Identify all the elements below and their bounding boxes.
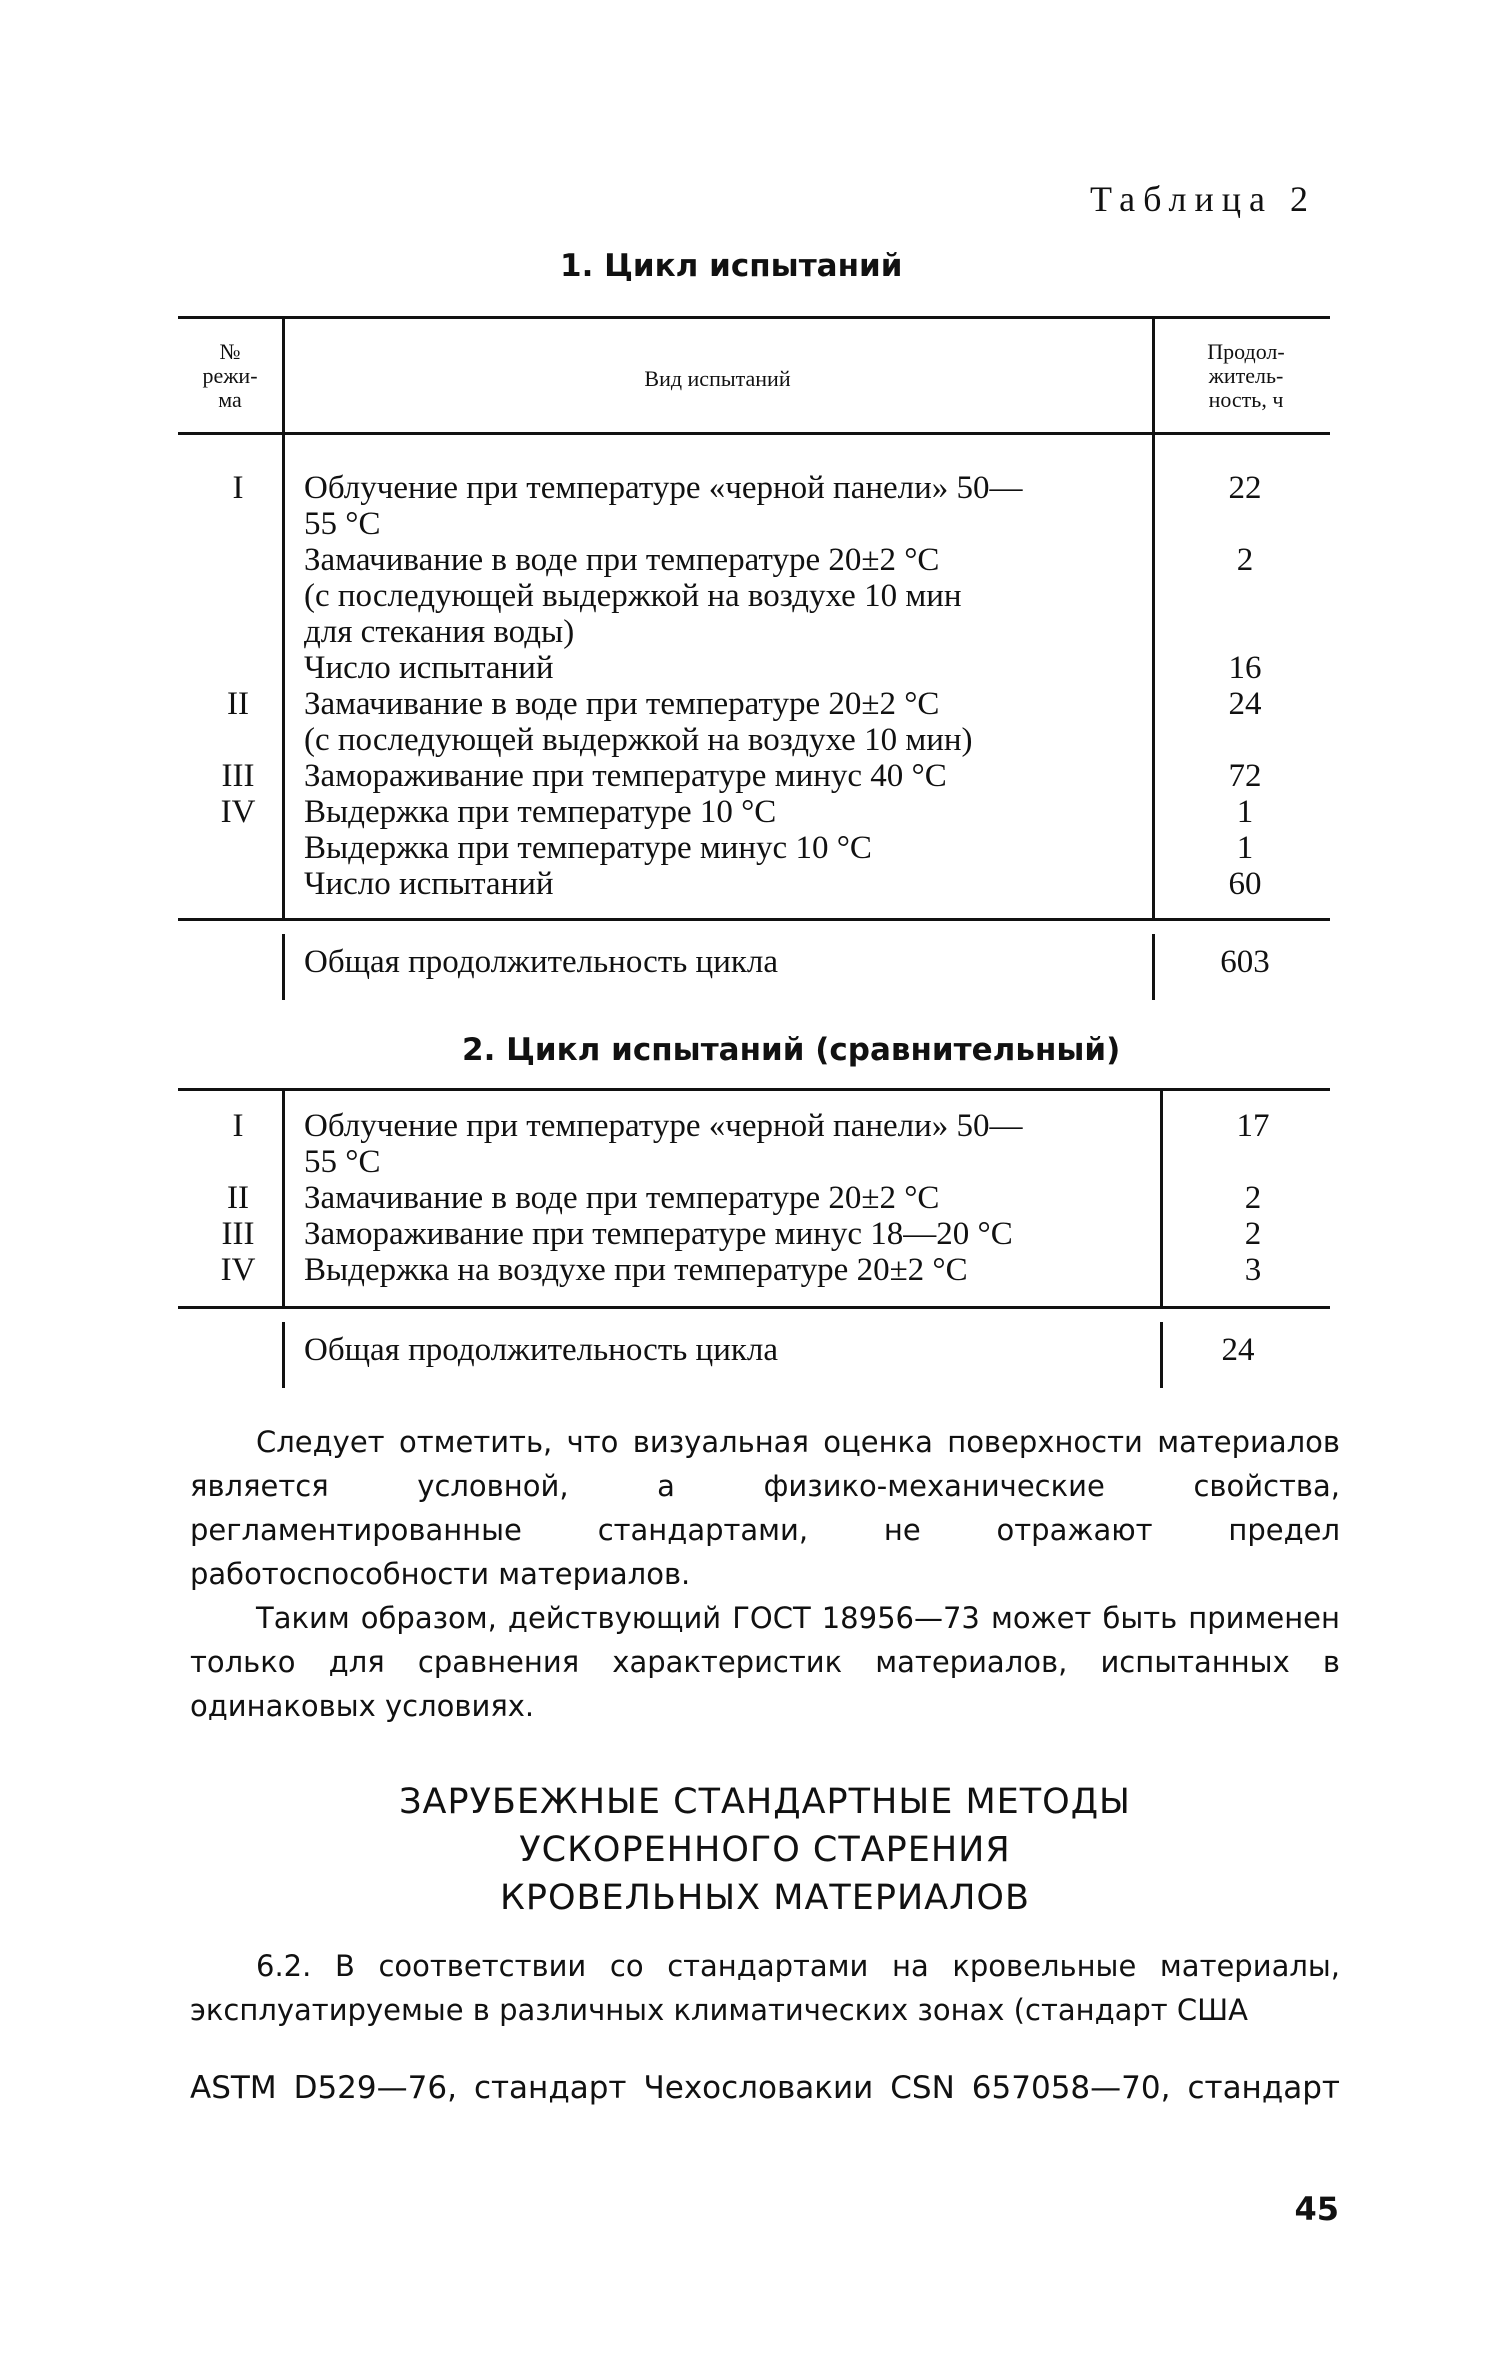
value-cell: 17: [1236, 1108, 1270, 1144]
row-text: Замораживание при температуре минус 18—20 °С: [304, 1216, 1013, 1252]
row-text: Замачивание в воде при температуре 20±2 °С: [304, 1180, 940, 1216]
section2-title: 2. Цикл испытаний (сравнительный): [462, 1032, 1121, 1068]
paragraph-6-2: 6.2. В соответствии со стандартами на кровельные материалы, эксплуатируемые в различных климатических зонах (стандарт США: [190, 1949, 1340, 2027]
table2-top-rule: [178, 1088, 1330, 1091]
table-label: Таблица 2: [1090, 179, 1316, 219]
mode-cell: IV: [220, 794, 256, 830]
value-cell: 1: [1236, 830, 1254, 866]
total-label: Общая продолжительность цикла: [304, 944, 779, 980]
paragraph-visual-assessment: Следует отметить, что визуальная оценка поверхности материалов является условной, а физико-механические свойства, регламентированные стандартами, не отражают предел работоспособности материалов.: [190, 1425, 1340, 1591]
row-text: Число испытаний: [304, 866, 554, 902]
row-text: Облучение при температуре «черной панели» 50—: [304, 470, 1023, 506]
header-type: Вид испытаний: [644, 366, 791, 391]
row-text: Замораживание при температуре минус 40 °С: [304, 758, 947, 794]
row-text: (с последующей выдержкой на воздухе 10 мин): [304, 722, 973, 758]
page-number: 45: [1294, 2190, 1339, 2228]
value-cell: 2: [1244, 1216, 1262, 1252]
value-cell: 72: [1228, 758, 1262, 794]
table1-col-divider-2: [1152, 318, 1155, 918]
row-text: Замачивание в воде при температуре 20±2 °С: [304, 686, 940, 722]
section-heading: ЗАРУБЕЖНЫЕ СТАНДАРТНЫЕ МЕТОДЫ УСКОРЕННОГО СТАРЕНИЯ КРОВЕЛЬНЫХ МАТЕРИАЛОВ: [399, 1782, 1131, 1918]
header-duration: Продол- житель- ность, ч: [1207, 339, 1285, 412]
table2-col-divider-2: [1160, 1090, 1163, 1306]
mode-cell: II: [227, 686, 249, 722]
value-cell: 2: [1236, 542, 1254, 578]
total-value: 24: [1221, 1332, 1255, 1368]
row-text: Облучение при температуре «черной панели» 50—: [304, 1108, 1023, 1144]
value-cell: 24: [1228, 686, 1262, 722]
mode-cell: IV: [220, 1252, 256, 1288]
table1-header-rule: [178, 432, 1330, 435]
value-cell: 60: [1228, 866, 1262, 902]
section1-title: 1. Цикл испытаний: [560, 248, 903, 284]
total-value: 603: [1220, 944, 1270, 980]
row-text: Число испытаний: [304, 650, 554, 686]
table2-bottom-rule: [178, 1306, 1330, 1309]
mode-cell: III: [221, 1216, 255, 1252]
table1-col-divider-1: [282, 318, 285, 918]
value-cell: 3: [1244, 1252, 1262, 1288]
table1-total-divider-1: [282, 934, 285, 1000]
table1-total-divider-2: [1152, 934, 1155, 1000]
value-cell: 2: [1244, 1180, 1262, 1216]
table2-total-divider-1: [282, 1322, 285, 1388]
total-label: Общая продолжительность цикла: [304, 1332, 779, 1368]
row-text: для стекания воды): [304, 614, 575, 650]
header-mode: № режи- ма: [202, 339, 258, 412]
row-text: Замачивание в воде при температуре 20±2 °С: [304, 542, 940, 578]
table2-col-divider-1: [282, 1090, 285, 1306]
value-cell: 16: [1228, 650, 1262, 686]
mode-cell: I: [232, 470, 244, 506]
value-cell: 1: [1236, 794, 1254, 830]
value-cell: 22: [1228, 470, 1262, 506]
mode-cell: II: [227, 1180, 249, 1216]
mode-cell: I: [232, 1108, 244, 1144]
paragraph-6-2-continued: ASTM D529—76, стандарт Чехословакии CSN 657058—70, стандарт: [190, 2070, 1340, 2106]
row-text: 55 °С: [304, 506, 381, 542]
row-text: (с последующей выдержкой на воздухе 10 мин: [304, 578, 962, 614]
mode-cell: III: [221, 758, 255, 794]
row-text: 55 °С: [304, 1144, 381, 1180]
row-text: Выдержка при температуре минус 10 °С: [304, 830, 872, 866]
row-text: Выдержка на воздухе при температуре 20±2 °С: [304, 1252, 968, 1288]
paragraph-gost-conclusion: Таким образом, действующий ГОСТ 18956—73 может быть применен только для сравнения характеристик материалов, испытанных в одинаковых условиях.: [190, 1601, 1340, 1723]
table2-total-divider-2: [1160, 1322, 1163, 1388]
table1-top-rule: [178, 316, 1330, 319]
table1-bottom-rule: [178, 918, 1330, 921]
row-text: Выдержка при температуре 10 °С: [304, 794, 777, 830]
